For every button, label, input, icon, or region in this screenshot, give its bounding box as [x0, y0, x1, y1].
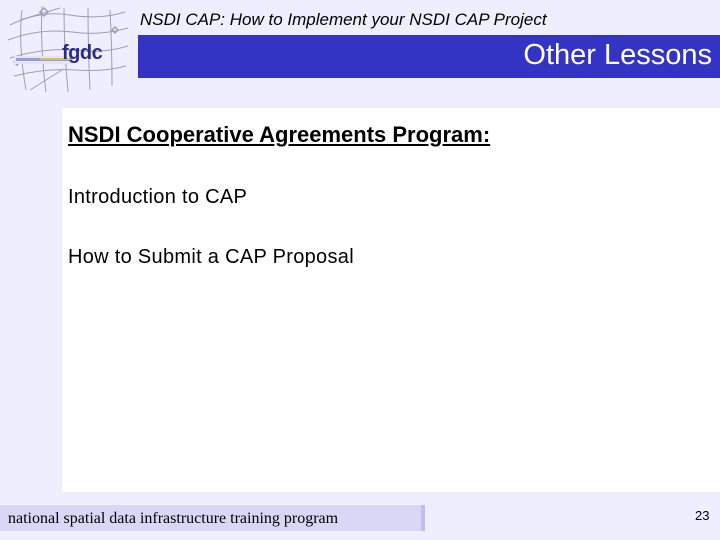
section-title-bar: [138, 35, 720, 78]
page-heading: NSDI Cooperative Agreements Program:: [68, 122, 491, 147]
footer-bar: [0, 505, 425, 531]
lesson-item-introduction: Introduction to CAP: [68, 186, 248, 208]
project-title: NSDI CAP: How to Implement your NSDI CAP Project: [140, 10, 547, 29]
content-panel: [62, 108, 720, 492]
fgdc-logo-text: fgdc: [62, 42, 103, 64]
fgdc-logo: [0, 0, 140, 100]
footer-text: national spatial data infrastructure training program: [8, 510, 339, 527]
page-number: 23: [695, 508, 710, 523]
section-title: Other Lessons: [523, 39, 712, 71]
lesson-item-submit-proposal: How to Submit a CAP Proposal: [68, 246, 354, 268]
